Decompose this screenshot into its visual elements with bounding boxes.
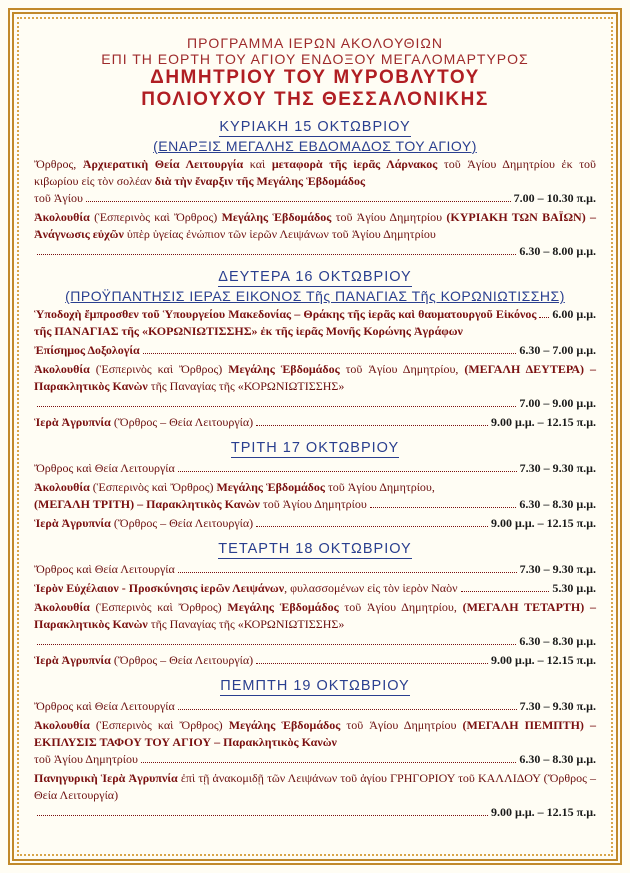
entry-text: τοῦ Ἁγίου Δημητρίου, xyxy=(339,362,465,377)
day-title: ΤΕΤΑΡΤΗ 18 ΟΚΤΩΒΡΙΟΥ xyxy=(218,541,412,558)
dotted-leader xyxy=(256,425,488,426)
dotted-leader xyxy=(86,201,511,202)
entry-leader xyxy=(34,243,596,260)
entry-leader xyxy=(34,751,596,768)
entry-time: 6.30 – 7.00 μ.μ. xyxy=(519,343,596,357)
entry-time: 7.30 – 9.30 π.μ. xyxy=(519,562,596,577)
entry-text: ἐπὶ τῇ ἀνακομιδῇ τῶν Λειψάνων τοῦ ἁγίου ΓΡΗΓΟΡΙΟΥ τοῦ ΚΑΛΛΙΔΟΥ (Ὄρθρος – Θεία Λειτουργία) xyxy=(34,771,597,803)
entry-leader xyxy=(34,652,596,669)
entry-text: , φυλασσομένων εἰς τὸν ἱερὸν Ναὸν xyxy=(284,581,458,596)
entry-time: 5.30 μ.μ. xyxy=(552,581,596,596)
entry-text: (Ἑσπερινὸς καὶ Ὄρθρος) xyxy=(89,362,229,377)
entry-text: τοῦ Ἁγίου Δημητρίου xyxy=(34,752,138,767)
schedule-entry xyxy=(34,209,596,260)
entry-leader xyxy=(34,460,596,477)
entry-text: (Ἑσπερινὸς καὶ Ὄρθρος) xyxy=(89,480,217,495)
entry-leader xyxy=(34,698,596,715)
entry-leader xyxy=(34,342,596,359)
day-heading-monday xyxy=(34,268,596,304)
schedule-entry xyxy=(34,479,596,513)
entry-leader xyxy=(34,515,596,532)
entry-bold: Ἀκολουθία xyxy=(34,480,90,495)
entry-bold: Μεγάλης Ἑβδομάδος xyxy=(216,480,325,495)
header-line-3: ΔΗΜΗΤΡΙΟΥ ΤΟΥ ΜΥΡΟΒΛΥΤΟΥ xyxy=(150,67,480,89)
entry-bold: Ἱερὰ Ἀγρυπνία xyxy=(34,415,111,430)
entry-text: τῆς Παναγίας τῆς «ΚΟΡΩΝΙΩΤΙΣΣΗΣ» xyxy=(147,379,345,394)
day-title: ΚΥΡΙΑΚΗ 15 ΟΚΤΩΒΡΙΟΥ xyxy=(219,118,411,135)
entry-leader xyxy=(34,561,596,578)
entry-text: τοῦ Ἁγίου Δημητρίου, xyxy=(338,600,463,615)
entry-leader xyxy=(34,496,596,513)
schedule-entry xyxy=(34,652,596,669)
entry-time: 6.30 – 8.30 μ.μ. xyxy=(519,634,596,649)
entry-bold: Ἀκολουθία xyxy=(34,209,90,224)
entry-text: τοῦ Ἁγίου Δημητρίου ἐκ τοῦ κιβωρίου εἰς τὸν σολέαν xyxy=(34,156,596,188)
dotted-leader xyxy=(256,526,488,527)
schedule-entry xyxy=(34,717,596,768)
entry-text: τοῦ Ἁγίου Δημητρίου xyxy=(340,718,463,733)
day-subtitle: (ΕΝΑΡΞΙΣ ΜΕΓΑΛΗΣ ΕΒΔΟΜΑΔΟΣ ΤΟΥ ΑΓΙΟΥ) xyxy=(153,137,477,154)
entry-text: Ὄρθρος καὶ Θεία Λειτουργία xyxy=(34,461,175,476)
entry-text: (Ὄρθρος – Θεία Λειτουργία) xyxy=(110,653,254,668)
entry-leader xyxy=(34,804,596,821)
dotted-leader xyxy=(178,471,517,472)
dotted-leader xyxy=(370,507,517,508)
entry-bold: διὰ τὴν ἔναρξιν τῆς Μεγάλης Ἑβδομάδος xyxy=(154,173,366,188)
schedule-entry xyxy=(34,342,596,359)
schedule-entry xyxy=(34,561,596,578)
entry-time: 9.00 μ.μ. – 12.15 π.μ. xyxy=(491,516,596,531)
day-heading-wednesday xyxy=(34,540,596,559)
dotted-leader xyxy=(143,353,517,354)
header-line-4: ΠΟΛΙΟΥΧΟΥ ΤΗΣ ΘΕΣΣΑΛΟΝΙΚΗΣ xyxy=(141,88,489,110)
entry-bold: Μεγάλης Ἑβδομάδος xyxy=(227,600,339,615)
entry-time: 6.30 – 8.00 μ.μ. xyxy=(519,243,596,258)
dotted-leader xyxy=(37,815,488,816)
entry-time: 6.00 μ.μ. xyxy=(552,306,596,321)
entry-text: τοῦ Ἁγίου xyxy=(34,190,83,205)
schedule-entry xyxy=(34,306,596,340)
entry-bold: (ΜΕΓΑΛΗ ΠΕΜΠΤΗ) – ΕΚΠΛΥΣΙΣ ΤΑΦΟΥ ΤΟΥ ΑΓΙΟΥ – Παρακλητικὸς Κανὼν xyxy=(34,718,597,750)
dotted-leader xyxy=(461,591,550,592)
entry-text: Ὄρθρος καὶ Θεία Λειτουργία xyxy=(34,562,175,577)
entry-bold: Ἐπίσημος Δοξολογία xyxy=(34,343,140,357)
entry-bold: Ἱερὸν Εὐχέλαιον - Προσκύνησις ἱερῶν Λειψάνων xyxy=(34,581,285,596)
entry-time: 6.30 – 8.30 μ.μ. xyxy=(519,752,596,767)
entry-leader xyxy=(34,395,596,412)
entry-bold: Ἀκολουθία xyxy=(34,600,90,615)
schedule-entry xyxy=(34,361,596,412)
entry-text: Ὄρθρος καὶ Θεία Λειτουργία xyxy=(34,699,175,714)
day-heading-sunday xyxy=(34,118,596,154)
schedule-document xyxy=(34,36,596,822)
day-heading-thursday xyxy=(34,677,596,696)
schedule-entry xyxy=(34,460,596,477)
day-subtitle: (ΠΡΟΫΠΑΝΤΗΣΙΣ ΙΕΡΑΣ ΕΙΚΟΝΟΣ Τῆς ΠΑΝΑΓΙΑΣ Τῆς ΚΟΡΩΝΙΩΤΙΣΣΗΣ) xyxy=(65,287,565,304)
dotted-leader xyxy=(256,663,488,664)
entry-text: (Ὄρθρος – Θεία Λειτουργία) xyxy=(110,516,254,531)
entry-bold: μεταφορὰ τῆς ἱερᾶς Λάρνακος xyxy=(271,156,438,171)
entry-bold: Ἱερὰ Ἀγρυπνία xyxy=(34,653,111,668)
schedule-entry xyxy=(34,599,596,650)
day-title: ΠΕΜΠΤΗ 19 ΟΚΤΩΒΡΙΟΥ xyxy=(220,678,410,695)
dotted-leader xyxy=(178,572,517,573)
entry-text: τοῦ Ἁγίου Δημητρίου xyxy=(331,209,447,224)
entry-time: 9.00 μ.μ. – 12.15 π.μ. xyxy=(491,653,596,668)
entry-text: καὶ xyxy=(243,156,272,171)
entry-bold: (ΚΥΡΙΑΚΗ ΤΩΝ ΒΑΪΩΝ) – Ἀνάγνωσις εὐχῶν xyxy=(34,209,596,241)
entry-leader xyxy=(34,414,596,431)
entry-text: (Ἑσπερινὸς καὶ Ὄρθρος) xyxy=(89,600,228,615)
dotted-leader xyxy=(37,254,516,255)
entry-text: (Ὄρθρος – Θεία Λειτουργία) xyxy=(110,415,254,430)
entry-time: 7.30 – 9.30 π.μ. xyxy=(519,461,596,476)
entry-bold: Μεγάλης Ἑβδομάδος xyxy=(228,362,340,377)
entry-bold: (ΜΕΓΑΛΗ ΤΕΤΑΡΤΗ) – Παρακλητικὸς Κανὼν xyxy=(34,600,597,632)
header-line-2: ΕΠΙ ΤΗ ΕΟΡΤΗ ΤΟΥ ΑΓΙΟΥ ΕΝΔΟΞΟΥ ΜΕΓΑΛΟΜΑΡΤΥΡΟΣ xyxy=(101,50,529,67)
schedule-entry xyxy=(34,770,596,821)
entry-text: (Ἑσπερινὸς καὶ Ὄρθρος) xyxy=(89,718,229,733)
schedule-entry xyxy=(34,156,596,207)
entry-leader xyxy=(34,306,596,340)
entry-bold: Ἀρχιερατικὴ Θεία Λειτουργία xyxy=(82,156,244,171)
entry-text: τοῦ Ἁγίου Δημητρίου, xyxy=(324,480,435,495)
dotted-leader xyxy=(37,406,516,407)
entry-bold: Ἀκολουθία xyxy=(34,362,90,377)
entry-bold: (ΜΕΓΑΛΗ ΔΕΥΤΕΡΑ) – Παρακλητικὸς Κανὼν xyxy=(34,362,596,394)
entry-text: τοῦ Ἁγίου Δημητρίου xyxy=(259,497,367,512)
header-line-1: ΠΡΟΓΡΑΜΜΑ ΙΕΡΩΝ ΑΚΟΛΟΥΘΙΩΝ xyxy=(186,35,443,51)
entry-leader xyxy=(34,633,596,650)
day-title: ΤΡΙΤΗ 17 ΟΚΤΩΒΡΙΟΥ xyxy=(230,440,400,457)
schedule-entry xyxy=(34,580,596,597)
entry-time: 9.00 μ.μ. – 12.15 π.μ. xyxy=(491,415,596,430)
day-title: ΔΕΥΤΕΡΑ 16 ΟΚΤΩΒΡΙΟΥ xyxy=(218,269,412,285)
entry-time: 7.30 – 9.30 π.μ. xyxy=(519,699,596,714)
schedule-entry xyxy=(34,698,596,715)
entry-time: 9.00 μ.μ. – 12.15 π.μ. xyxy=(491,805,596,820)
dotted-leader xyxy=(37,644,516,645)
entry-bold: Μεγάλης Ἑβδομάδος xyxy=(221,209,332,224)
entry-text: Ὄρθρος, xyxy=(34,156,83,171)
entry-leader xyxy=(34,580,596,597)
dotted-leader xyxy=(539,317,549,318)
entry-text: (Ἑσπερινὸς καὶ Ὄρθρος) xyxy=(89,209,222,224)
entry-time: 7.00 – 9.00 μ.μ. xyxy=(519,396,596,411)
entry-text: ὑπὲρ ὑγείας ἐνώπιον τῶν ἱερῶν Λειψάνων τοῦ Ἁγίου Δημητρίου xyxy=(123,226,436,241)
entry-bold: (ΜΕΓΑΛΗ ΤΡΙΤΗ) – Παρακλητικὸς Κανὼν xyxy=(34,497,260,512)
schedule-entry xyxy=(34,515,596,532)
entry-time: 7.00 – 10.30 π.μ. xyxy=(513,190,596,205)
entry-time: 6.30 – 8.30 μ.μ. xyxy=(519,497,596,512)
entry-bold: Ἀκολουθία xyxy=(34,718,90,733)
day-heading-tuesday xyxy=(34,439,596,458)
entry-bold: Ἱερὰ Ἀγρυπνία xyxy=(34,516,111,531)
schedule-entry xyxy=(34,414,596,431)
entry-bold: Ὑποδοχὴ ἔμπροσθεν τοῦ Ὑπουργείου Μακεδονίας – Θράκης τῆς ἱερᾶς καὶ θαυματουργοῦ Εἰκόνος τῆς ΠΑΝΑΓΙΑΣ τῆς «ΚΟΡΩΝΙΩΤΙΣΣΗΣ» ἐκ τῆς ἱερᾶς Μονῆς Κορώνης Ἀγράφων xyxy=(34,306,537,338)
entry-bold: Πανηγυρικὴ Ἱερὰ Ἀγρυπνία xyxy=(34,771,178,786)
entry-text: τῆς Παναγίας τῆς «ΚΟΡΩΝΙΩΤΙΣΣΗΣ» xyxy=(147,617,345,632)
entry-bold: Μεγάλης Ἑβδομάδος xyxy=(228,718,341,733)
entry-leader xyxy=(34,190,596,207)
dotted-leader xyxy=(178,709,517,710)
dotted-leader xyxy=(141,762,516,763)
